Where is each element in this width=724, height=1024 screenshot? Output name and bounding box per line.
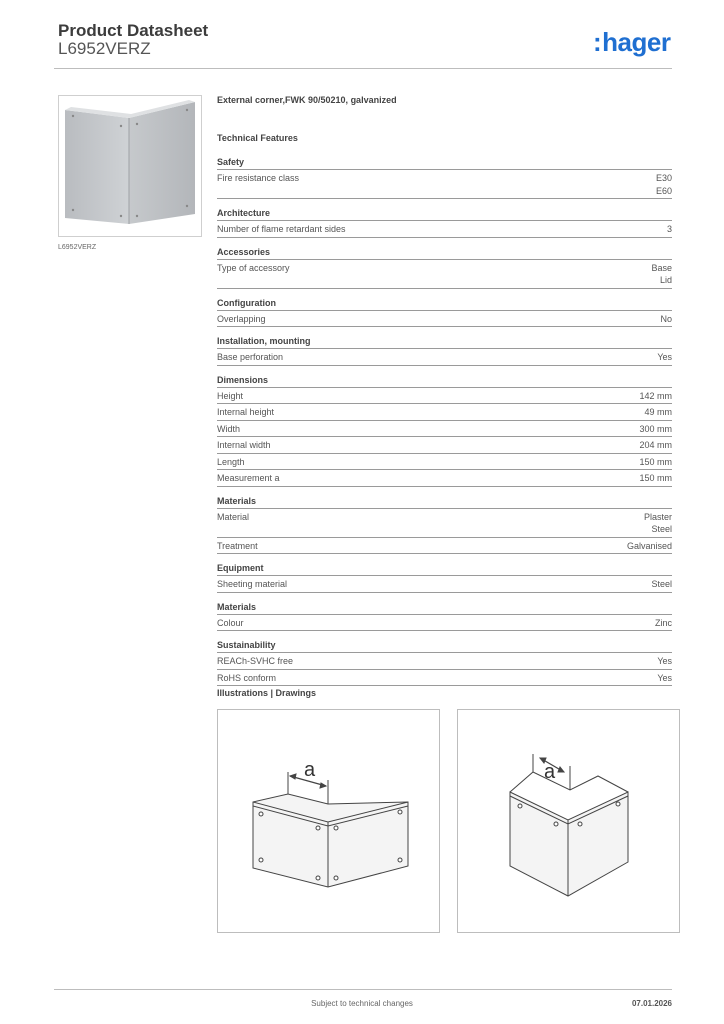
section-title: Materials	[217, 602, 672, 615]
feature-row	[217, 260, 672, 289]
technical-features-title: Technical Features	[217, 133, 298, 143]
footer-divider	[54, 989, 672, 990]
section-title: Equipment	[217, 563, 672, 576]
feature-value-line: E30	[655, 173, 672, 183]
feature-value-line: Steel	[651, 579, 672, 589]
feature-row	[217, 437, 672, 454]
feature-value	[651, 578, 672, 591]
feature-row	[217, 170, 672, 199]
feature-value-line: 300 mm	[639, 423, 672, 434]
logo-dots: :	[593, 27, 602, 57]
feature-value	[639, 472, 672, 485]
feature-value	[639, 439, 672, 452]
dimension-a-label-2: a	[544, 761, 556, 783]
section	[217, 375, 672, 487]
feature-value	[660, 313, 672, 326]
feature-value-line: 3	[666, 224, 672, 234]
product-code: L6952VERZ	[58, 39, 151, 58]
feature-value-line: 49 mm	[644, 407, 672, 417]
section	[217, 496, 672, 555]
footer-date: 07.01.2026	[631, 999, 672, 1008]
feature-row	[217, 538, 672, 555]
feature-row	[217, 311, 672, 328]
feature-value	[639, 456, 672, 469]
feature-value-line: Base	[651, 262, 672, 273]
section	[217, 336, 672, 366]
feature-value-line: Yes	[657, 672, 672, 683]
document-title: Product Datasheet	[58, 21, 209, 40]
section-title: Accessories	[217, 247, 672, 260]
section-title: Architecture	[217, 208, 672, 221]
feature-row	[217, 349, 672, 366]
feature-value	[657, 655, 672, 668]
feature-label: Sheeting material	[217, 579, 288, 589]
feature-label: Height	[217, 390, 244, 401]
feature-row	[217, 454, 672, 471]
section	[217, 640, 672, 686]
feature-value	[627, 540, 672, 553]
feature-value	[651, 262, 672, 287]
footer-note: Subject to technical changes	[311, 999, 413, 1008]
feature-value-line: Yes	[657, 352, 672, 362]
feature-label: RoHS conform	[217, 672, 277, 683]
feature-row	[217, 470, 672, 487]
section-title: Dimensions	[217, 375, 672, 388]
feature-value-line: E60	[655, 185, 672, 196]
product-photo	[58, 95, 202, 237]
feature-label: Colour	[217, 617, 244, 628]
feature-label: Length	[217, 456, 245, 467]
feature-label: Type of accessory	[217, 262, 290, 273]
section-title: Configuration	[217, 298, 672, 311]
illustrations-title: Illustrations | Drawings	[217, 688, 317, 698]
feature-value	[639, 390, 672, 403]
feature-label: REACh-SVHC free	[217, 656, 294, 666]
header-divider	[54, 68, 672, 69]
feature-value-line: Yes	[657, 656, 672, 666]
logo-text: hager	[602, 27, 671, 57]
feature-value	[667, 223, 672, 236]
section	[217, 298, 672, 328]
feature-value-line: 150 mm	[639, 473, 672, 483]
feature-sections	[217, 157, 672, 686]
feature-row	[217, 653, 672, 670]
drawing-front	[217, 709, 440, 933]
feature-value	[639, 423, 672, 436]
section	[217, 157, 672, 199]
feature-value-line: Galvanised	[626, 540, 672, 551]
dimension-a-label: a	[304, 759, 316, 781]
feature-value-line: Lid	[659, 275, 672, 285]
feature-label: Measurement a	[217, 473, 280, 483]
feature-row	[217, 404, 672, 421]
feature-value-line: Zinc	[654, 617, 672, 628]
drawing-back	[457, 709, 680, 933]
section	[217, 208, 672, 238]
feature-label: Material	[217, 511, 250, 522]
feature-label: Base perforation	[217, 352, 284, 362]
feature-label: Internal height	[217, 407, 275, 417]
feature-row	[217, 388, 672, 405]
feature-label: Width	[217, 423, 241, 434]
section-title: Installation, mounting	[217, 336, 672, 349]
section	[217, 247, 672, 289]
feature-value	[644, 511, 672, 536]
feature-label: Number of flame retardant sides	[217, 224, 346, 234]
feature-label: Internal width	[217, 440, 271, 450]
feature-label: Fire resistance class	[217, 173, 300, 183]
product-description: External corner,FWK 90/50210, galvanized	[217, 95, 397, 105]
photo-caption: L6952VERZ	[58, 244, 97, 251]
section	[217, 602, 672, 632]
feature-value-line: No	[660, 313, 672, 324]
feature-row	[217, 670, 672, 687]
feature-label: Overlapping	[217, 313, 266, 324]
feature-row	[217, 509, 672, 538]
feature-value	[656, 172, 672, 197]
feature-row	[217, 221, 672, 238]
feature-value-line: 142 mm	[639, 390, 672, 401]
feature-label: Treatment	[217, 540, 258, 551]
feature-row	[217, 615, 672, 632]
feature-value	[644, 406, 672, 419]
hager-logo	[593, 27, 670, 58]
feature-row	[217, 421, 672, 438]
feature-value-line: 204 mm	[639, 440, 672, 450]
section	[217, 563, 672, 593]
section-title: Safety	[217, 157, 672, 170]
section-title: Sustainability	[217, 640, 672, 653]
feature-value	[657, 351, 672, 364]
feature-value	[657, 672, 672, 685]
feature-value-line: Plaster	[643, 511, 672, 522]
feature-value	[655, 617, 672, 630]
feature-row	[217, 576, 672, 593]
feature-value-line: Steel	[651, 524, 672, 534]
feature-value-line: 150 mm	[639, 456, 672, 467]
technical-content	[217, 95, 672, 695]
section-title: Materials	[217, 496, 672, 509]
